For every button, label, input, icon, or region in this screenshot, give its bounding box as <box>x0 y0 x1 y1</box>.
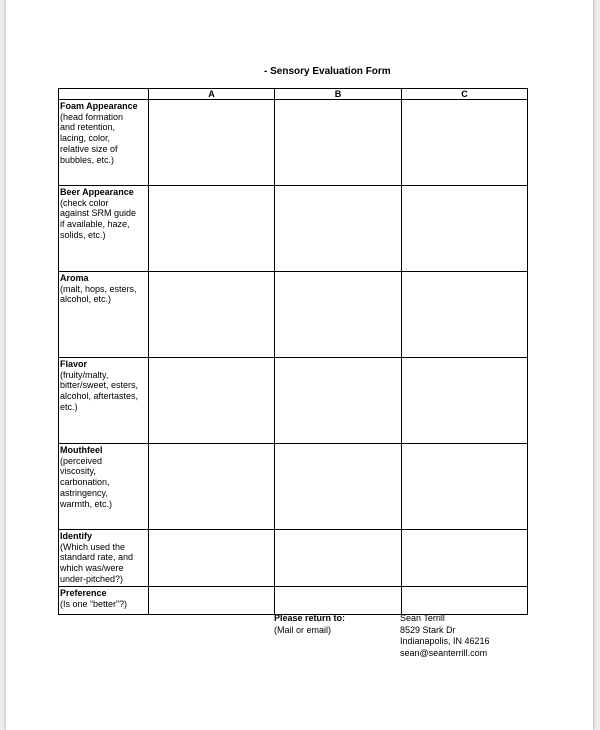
cell-c[interactable] <box>402 530 528 587</box>
table-header-row <box>59 89 528 100</box>
row-label <box>59 186 149 272</box>
cell-c[interactable] <box>402 444 528 530</box>
row-label-description: (malt, hops, esters, alcohol, etc.) <box>60 283 137 305</box>
column-header-c: C <box>402 89 528 100</box>
row-label-name: Preference <box>60 588 107 598</box>
row-label-name: Identify <box>60 531 93 541</box>
table-row-aroma <box>59 272 528 358</box>
cell-b[interactable] <box>275 272 402 358</box>
row-label-name: Aroma <box>60 273 89 283</box>
row-label-name: Mouthfeel <box>60 445 103 455</box>
return-method: (Mail or email) <box>274 624 332 635</box>
cell-c[interactable] <box>402 186 528 272</box>
row-label-description: (check color against SRM guide if available, haze, solids, etc.) <box>60 197 137 240</box>
row-label <box>59 587 149 615</box>
address-city: Indianapolis, IN 46216 <box>400 636 490 646</box>
row-label <box>59 444 149 530</box>
row-label <box>59 358 149 444</box>
return-address <box>400 613 490 659</box>
form-title: - Sensory Evaluation Form <box>264 66 391 77</box>
address-email: sean@seanterrill.com <box>400 647 488 658</box>
cell-c[interactable] <box>402 358 528 444</box>
cell-a[interactable] <box>149 100 275 186</box>
cell-a[interactable] <box>149 186 275 272</box>
cell-a[interactable] <box>149 358 275 444</box>
row-label-description: (perceived viscosity, carbonation, astringency, warmth, etc.) <box>60 455 113 509</box>
row-label-description: (fruity/malty, bitter/sweet, esters, alcohol, aftertastes, etc.) <box>60 369 139 412</box>
cell-a[interactable] <box>149 444 275 530</box>
table-row-identify <box>59 530 528 587</box>
cell-c[interactable] <box>402 587 528 615</box>
cell-b[interactable] <box>275 444 402 530</box>
evaluation-table <box>58 88 528 615</box>
cell-b[interactable] <box>275 358 402 444</box>
address-name: Sean Terrill <box>400 613 445 623</box>
return-instructions <box>274 613 345 636</box>
cell-c[interactable] <box>402 100 528 186</box>
table-row-beer-appearance <box>59 186 528 272</box>
row-label-description: (Which used the standard rate, and which was/were under-pitched?) <box>60 541 134 584</box>
cell-b[interactable] <box>275 100 402 186</box>
row-label-name: Foam Appearance <box>60 101 138 111</box>
table-row-flavor <box>59 358 528 444</box>
cell-b[interactable] <box>275 587 402 615</box>
return-label: Please return to: <box>274 613 346 623</box>
document-page <box>6 0 593 730</box>
row-label <box>59 100 149 186</box>
cell-b[interactable] <box>275 186 402 272</box>
cell-a[interactable] <box>149 530 275 587</box>
header-blank <box>59 89 149 100</box>
row-label <box>59 272 149 358</box>
table-row-mouthfeel <box>59 444 528 530</box>
cell-a[interactable] <box>149 272 275 358</box>
address-street: 8529 Stark Dr <box>400 624 456 635</box>
table-row-foam-appearance <box>59 100 528 186</box>
cell-a[interactable] <box>149 587 275 615</box>
cell-c[interactable] <box>402 272 528 358</box>
row-label-name: Flavor <box>60 359 88 369</box>
row-label-description: (Is one “better”?) <box>60 598 128 609</box>
row-label-description: (head formation and retention, lacing, color, relative size of bubbles, etc.) <box>60 111 124 165</box>
column-header-b: B <box>275 89 402 100</box>
cell-b[interactable] <box>275 530 402 587</box>
column-header-a: A <box>149 89 275 100</box>
table-row-preference <box>59 587 528 615</box>
row-label <box>59 530 149 587</box>
row-label-name: Beer Appearance <box>60 187 134 197</box>
